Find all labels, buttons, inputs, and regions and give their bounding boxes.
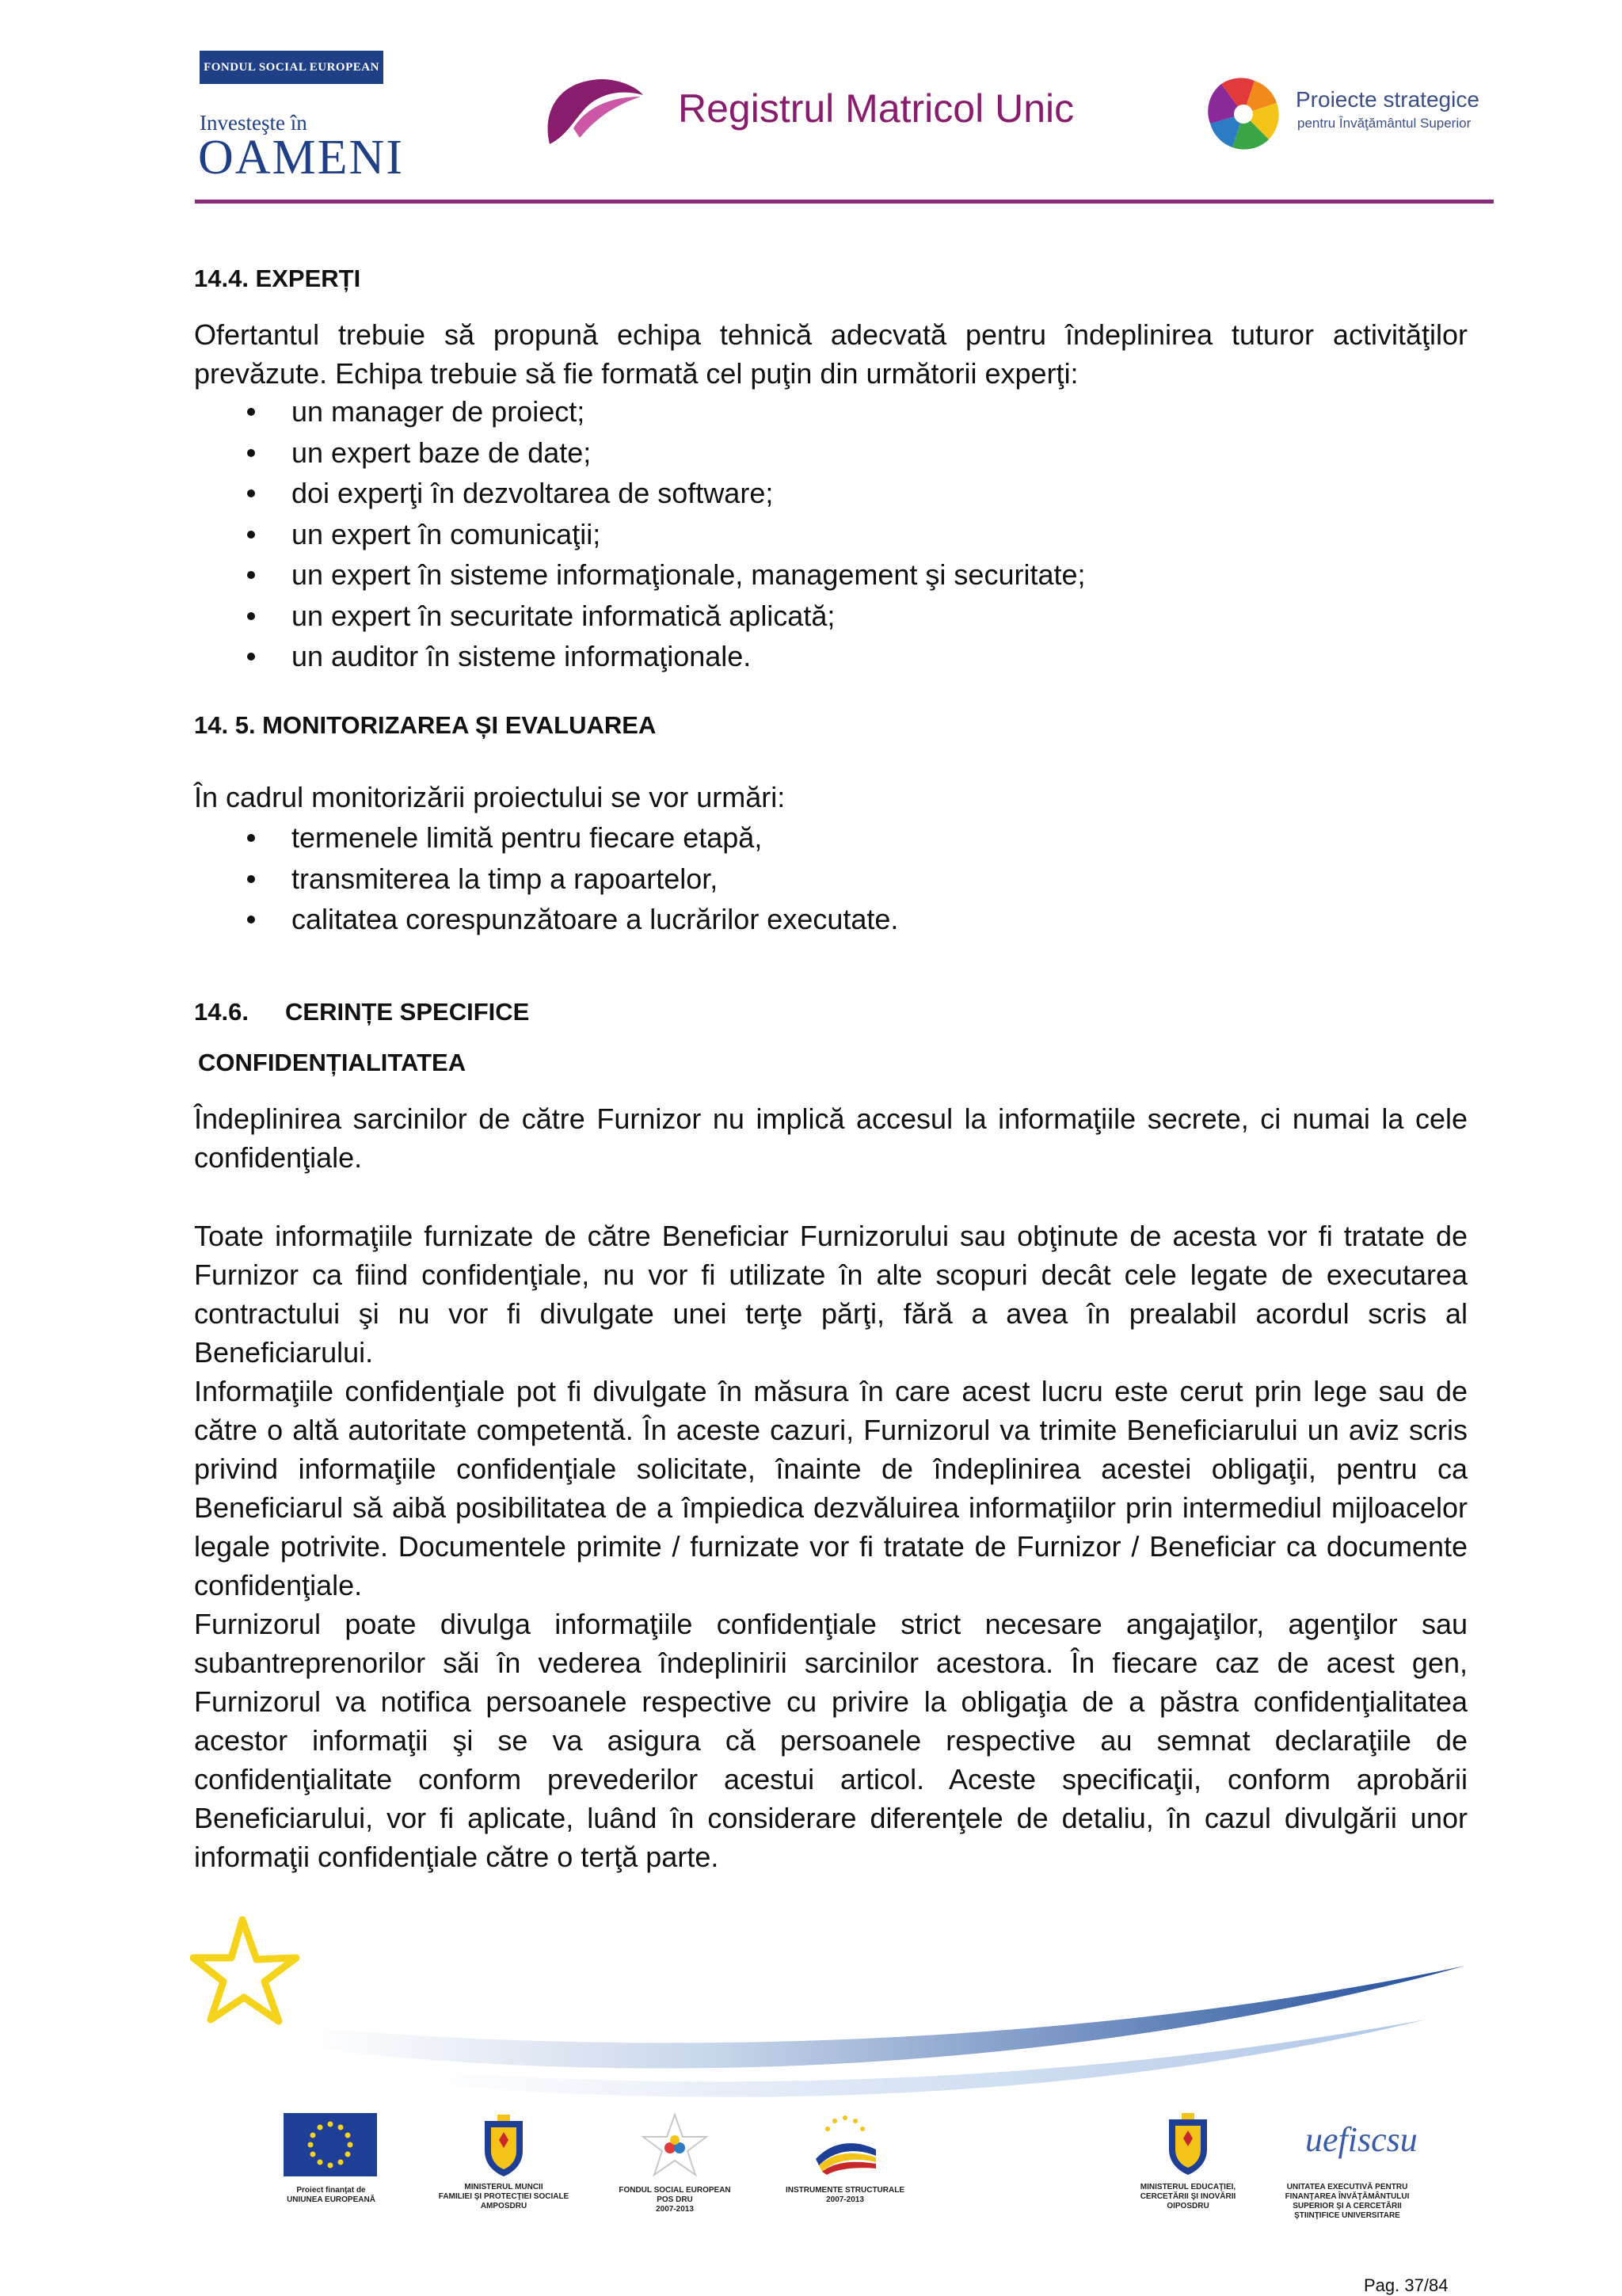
- uefiscsu-logo-caption: UNITATEA EXECUTIVĂ PENTRU FINANŢAREA ÎNVĂŢĂMÂNTULUI SUPERIOR ŞI A CERCETĂRII ŞTIINŢIFICE UNIVERSITARE: [1285, 2183, 1410, 2220]
- investeste-label: Investeşte în: [200, 111, 307, 135]
- project-title: Registrul Matricol Unic: [678, 86, 1075, 131]
- section-heading-experti: 14.4. EXPERȚI: [194, 265, 361, 292]
- list-item: transmiterea la timp a rapoartelor,: [238, 859, 1473, 900]
- monitorizare-intro-paragraph: În cadrul monitorizării proiectului se vor urmări:: [194, 781, 786, 813]
- page-number: Pag. 37/84: [1364, 2275, 1449, 2295]
- fse-logo-banner: [200, 51, 383, 84]
- footer-star-swoosh-graphic: [190, 1909, 1481, 2123]
- list-item: doi experţi în dezvoltarea de software;: [238, 473, 1473, 514]
- strategic-projects-subtitle: pentru Învăţământul Superior: [1297, 116, 1472, 131]
- section-number-cerinte: 14.6.: [194, 998, 249, 1026]
- list-item: un expert în securitate informatică aplicată;: [238, 596, 1473, 637]
- confidentialitate-paragraph-4: Furnizorul poate divulga informaţiile confidenţiale strict necesare angajaţilor, agenţilor sau subantreprenorilor săi în vederea îndeplinirii sarcinilor acestora. În fiecare caz de acest gen, Furnizorul va notifica persoanele respective cu privire la obligaţia de a păstra confidenţialitatea acestor informaţii şi se va asigura că persoanele respective au semnat declaraţiile de confidenţialitate conform prevederilor acestui articol. Aceste specificaţii, conform aprobării Beneficiarului, vor fi aplicate, luând în considerare diferenţele de detaliu, în cazul divulgării unor informaţii confidenţiale către o terţă parte.: [194, 1608, 1468, 1873]
- eu-logo-caption: Proiect finanţat de UNIUNEA EUROPEANĂ: [287, 2186, 375, 2204]
- list-item: un expert în sisteme informaţionale, management şi securitate;: [238, 554, 1473, 596]
- strategic-projects-title: Proiecte strategice: [1296, 87, 1479, 112]
- list-item: calitatea corespunzătoare a lucrărilor executate.: [238, 899, 1473, 940]
- instrumente-structurale-caption: INSTRUMENTE STRUCTURALE 2007-2013: [786, 2186, 904, 2204]
- proiecte-strategice-logo-icon: [1205, 76, 1281, 152]
- list-item: un expert în comunicaţii;: [238, 514, 1473, 555]
- eu-flag-icon: [284, 2113, 377, 2176]
- confidentialitate-paragraph-2: Toate informaţiile furnizate de către Beneficiar Furnizorului sau obţinute de acesta vor fi tratate de Furnizor ca fiind confidenţiale, nu vor fi utilizate în alte scopuri decât cele legate de executarea contractului şi nu vor fi divulgate unei terţe părţi, fără a avea în prealabil acordul scris al Beneficiarului.: [194, 1220, 1468, 1369]
- section-heading-monitorizare: 14. 5. MONITORIZAREA ȘI EVALUAREA: [194, 711, 657, 739]
- list-item: un auditor în sisteme informaţionale.: [238, 636, 1473, 677]
- registrul-matricol-logo-icon: [542, 73, 645, 152]
- instrumente-structurale-logo-icon: [809, 2111, 881, 2175]
- confidentialitate-paragraph-1: Îndeplinirea sarcinilor de către Furnizor nu implică accesul la informaţiile secrete, ci numai la cele confidenţiale.: [194, 1102, 1468, 1174]
- fse-posdru-star-icon: [640, 2111, 710, 2180]
- list-item: termenele limită pentru fiecare etapă,: [238, 817, 1473, 859]
- list-item: un manager de proiect;: [238, 391, 1473, 432]
- fse-logo-label: FONDUL SOCIAL EUROPEAN: [204, 60, 379, 74]
- mmfps-logo-caption: MINISTERUL MUNCII FAMILIEI ŞI PROTECŢIEI SOCIALE AMPOSDRU: [438, 2183, 569, 2210]
- subheading-confidentialitatea: CONFIDENȚIALITATEA: [198, 1049, 466, 1076]
- section-heading-cerinte: CERINȚE SPECIFICE: [285, 998, 530, 1026]
- uefiscsu-logo-text: uefiscsu: [1305, 2120, 1418, 2159]
- list-item: un expert baze de date;: [238, 432, 1473, 474]
- meci-coat-of-arms-icon: [1164, 2111, 1212, 2176]
- meci-logo-caption: MINISTERUL EDUCAŢIEI, CERCETĂRII ŞI INOVĂRII OIPOSDRU: [1140, 2183, 1236, 2210]
- monitorizare-list: [238, 817, 1473, 940]
- header-divider: [195, 200, 1494, 204]
- oameni-label: OAMENI: [198, 131, 404, 185]
- experti-intro-paragraph: Ofertantul trebuie să propună echipa tehnică adecvată pentru îndeplinirea tuturor activităţilor prevăzute. Echipa trebuie să fie formată cel puţin din următorii experţi:: [194, 318, 1468, 390]
- mmfps-coat-of-arms-icon: [480, 2113, 527, 2178]
- experti-list: [238, 391, 1473, 677]
- confidentialitate-paragraph-3: Informaţiile confidenţiale pot fi divulgate în măsura în care acest lucru este cerut prin lege sau de către o altă autoritate competentă. În aceste cazuri, Furnizorul va trimite Beneficiarului un aviz scris privind informaţiile confidenţiale solicitate, înainte de îndeplinirea acestei obligaţii, pentru ca Beneficiarul să aibă posibilitatea de a împiedica dezvăluirea informaţiilor prin intermediul mijloacelor legale potrivite. Documentele primite / furnizate vor fi tratate de Furnizor / Beneficiar ca documente confidenţiale.: [194, 1375, 1468, 1601]
- fse-posdru-logo-caption: FONDUL SOCIAL EUROPEAN POS DRU 2007-2013: [619, 2186, 731, 2214]
